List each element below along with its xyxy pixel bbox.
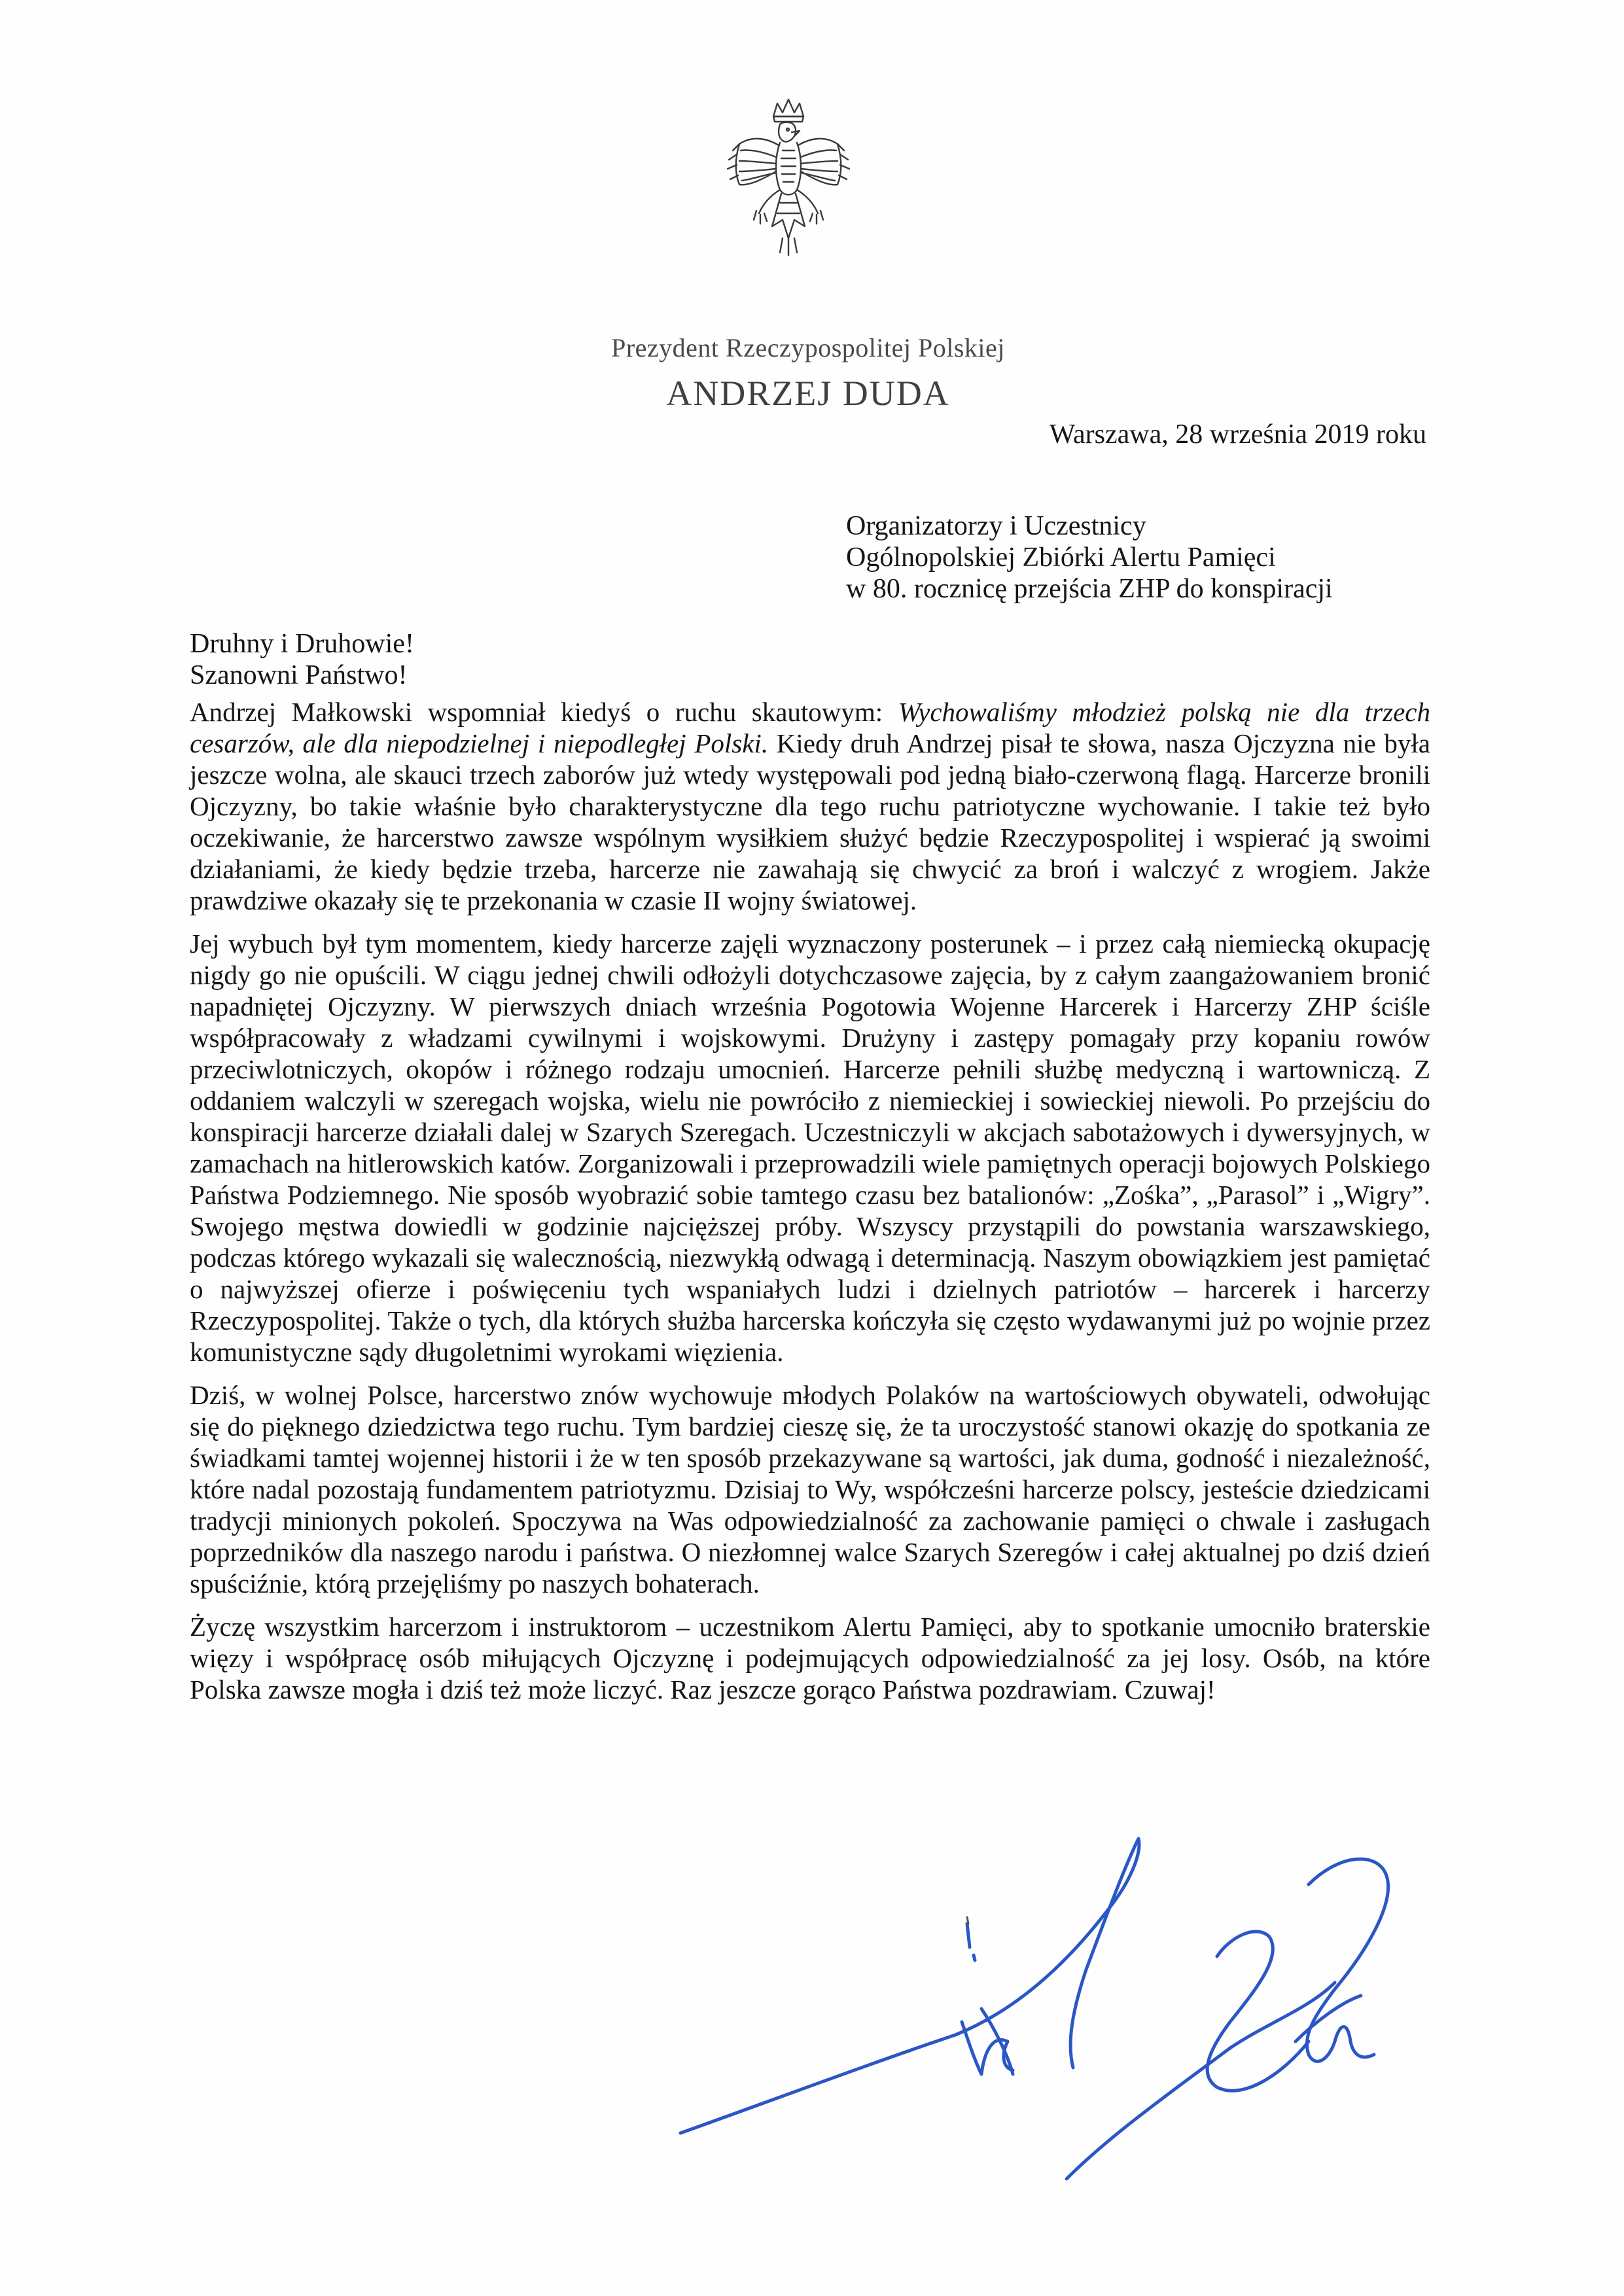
paragraph-1-intro: Andrzej Małkowski wspomniał kiedyś o ruchu skautowym: (190, 697, 898, 727)
addressee-line: w 80. rocznicę przejścia ZHP do konspiracji (846, 574, 1333, 604)
president-name: ANDRZEJ DUDA (666, 374, 950, 413)
addressee-line: Ogólnopolskiej Zbiórki Alertu Pamięci (846, 542, 1276, 573)
malkowski-quote: Wychowaliśmy młodzież polską nie dla trzech cesarzów, ale dla niepodzielnej i niepodległej Polski. (190, 697, 1430, 758)
salutation-line: Szanowni Państwo! (190, 660, 408, 690)
addressee-line: Organizatorzy i Uczestnicy (846, 511, 1146, 541)
eagle-emblem-icon (720, 98, 857, 268)
salutation-line: Druhny i Druhowie! (190, 629, 414, 659)
paragraph-1 (190, 696, 1430, 916)
paragraph-3: Dziś, w wolnej Polsce, harcerstwo znów wychowuje młodych Polaków na wartościowych obywateli, odwołując się do pięknego dziedzictwa tego ruchu. Tym bardziej cieszę się, że ta uroczystość stanowi okazję do spotkania ze świadkami tamtej wojennej historii i że w ten sposób przekazywane są wartości, jak duma, godność i niezależność, które nadal pozostają fundamentem patriotyzmu. Dzisiaj to Wy, współcześni harcerze polscy, jesteście dziedzicami tradycji minionych pokoleń. Spoczywa na Was odpowiedzialność za zachowanie pamięci o chwale i zasługach poprzedników dla naszego narodu i państwa. O niezłomnej walce Szarych Szeregów i całej aktualnej po dziś dzień spuściźnie, którą przejęliśmy po naszych bohaterach. (190, 1380, 1430, 1598)
paragraph-2: Jej wybuch był tym momentem, kiedy harcerze zajęli wyznaczony posterunek – i przez całą niemiecką okupację nigdy go nie opuścili. W ciągu jednej chwili odłożyli dotychczasowe zajęcia, by z całym zaangażowaniem bronić napadniętej Ojczyzny. W pierwszych dniach września Pogotowia Wojenne Harcerek i Harcerzy ZHP ściśle współpracowały z władzami cywilnymi i wojskowymi. Drużyny i zastępy pomagały przy kopaniu rowów przeciwlotniczych, okopów i różnego rodzaju umocnień. Harcerze pełnili służbę medyczną i wartowniczą. Z oddaniem walczyli w szeregach wojska, wielu nie powróciło z niemieckiej i sowieckiej niewoli. Po przejściu do konspiracji harcerze działali dalej w Szarych Szeregach. Uczestniczyli w akcjach sabotażowych i dywersyjnych, w zamachach na hitlerowskich katów. Zorganizowali i przeprowadzili wiele pamiętnych operacji bojowych Polskiego Państwa Podziemnego. Nie sposób wyobrazić sobie tamtego czasu bez batalionów: „Zośka”, „Parasol” i „Wigry”. Swojego męstwa dowiedli w godzinie najcięższej próby. Wszyscy przystąpili do powstania warszawskiego, podczas którego wykazali się walecznością, niezwykłą odwagą i determinacją. Naszym obowiązkiem jest pamiętać o najwyższej ofierze i poświęceniu tych wspaniałych ludzi i dzielnych patriotów – harcerek i harcerzy Rzeczypospolitej. Także o tych, dla których służba harcerska kończyła się często wydawanymi już po wojnie przez komunistyczne sądy długoletnimi wyrokami więzienia. (190, 928, 1430, 1367)
salutation-block (190, 628, 779, 691)
letter-body (190, 696, 1430, 1717)
paragraph-1-rest: Kiedy druh Andrzej pisał te słowa, nasza Ojczyzna nie była jeszcze wolna, ale skauci trzech zaborów już wtedy występowali pod jedną biało-czerwoną flagą. Harcerze bronili Ojczyzny, bo takie właśnie było charakterystyczne dla tego ruchu patriotyczne wychowanie. I takie też było oczekiwanie, że harcerstwo zawsze wspólnym wysiłkiem służyć będzie Rzeczypospolitej i wspierać ją swoimi działaniami, że kiedy będzie trzeba, harcerze nie zawahają się chwycić za broń i walczyć z wrogiem. Jakże prawdziwe okazały się te przekonania w czasie II wojny światowej. (190, 728, 1430, 915)
paragraph-4: Życzę wszystkim harcerzom i instruktorom – uczestnikom Alertu Pamięci, aby to spotkanie umocniło braterskie więzy i współpracę osób miłujących Ojczyznę i podejmujących odpowiedzialność za jej losy. Osób, na które Polska zawsze mogła i dziś też może liczyć. Raz jeszcze gorąco Państwa pozdrawiam. Czuwaj! (190, 1612, 1430, 1704)
handwritten-signature (654, 1826, 1466, 2192)
addressee-block (846, 510, 1435, 605)
place-date: Warszawa, 28 września 2019 roku (1049, 419, 1426, 450)
office-title: Prezydent Rzeczypospolitej Polskiej (611, 333, 1005, 362)
